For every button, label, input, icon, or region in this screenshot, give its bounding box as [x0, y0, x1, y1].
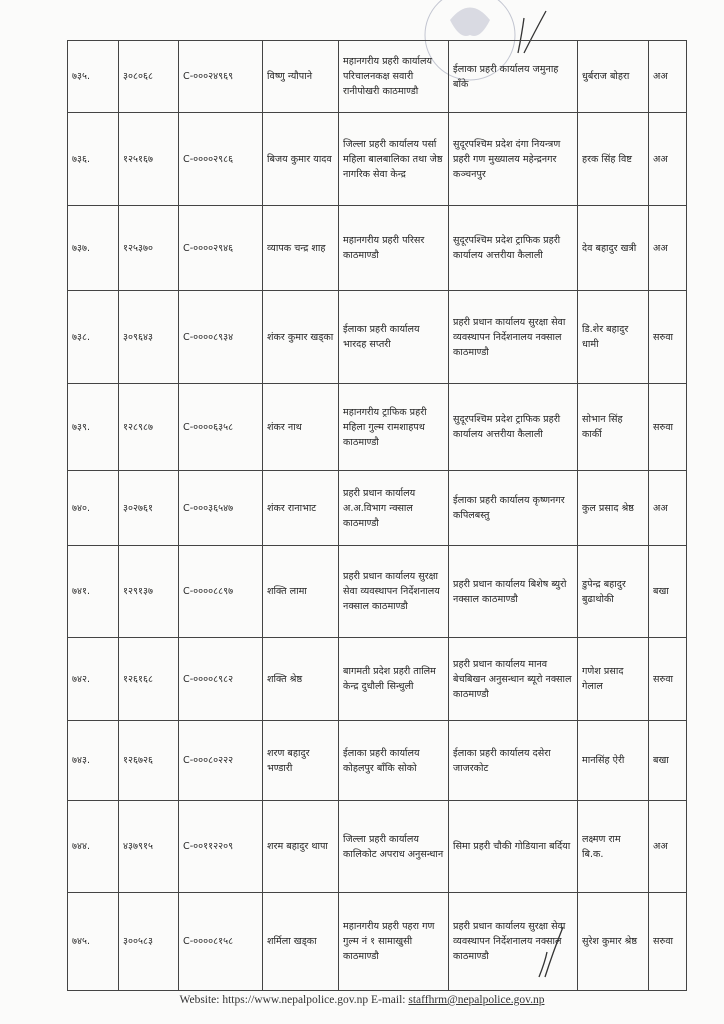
cell-id: १२९१३७	[119, 546, 179, 638]
cell-code: C-००००८९८२	[179, 638, 263, 721]
cell-sn: ७३६.	[68, 113, 119, 206]
cell-replacement: धुर्बराज बोहरा	[578, 41, 649, 113]
cell-replacement: हरक सिंह विष्ट	[578, 113, 649, 206]
cell-name: शक्ति लामा	[263, 546, 339, 638]
footer-website: Website: https://www.nepalpolice.gov.np E-mail:	[179, 994, 409, 1006]
cell-type: अअ	[649, 471, 687, 546]
cell-sn: ७४३.	[68, 721, 119, 801]
cell-replacement: देव बहादुर खत्री	[578, 206, 649, 291]
cell-from: महानगरीय प्रहरी कार्यालय परिचालनकक्ष सवारी रानीपोखरी काठमाण्डौ	[339, 41, 449, 113]
cell-name: शर्मिला खड्का	[263, 893, 339, 991]
footer-email-link[interactable]: staffhrm@nepalpolice.gov.np	[408, 994, 545, 1006]
cell-type: अअ	[649, 206, 687, 291]
cell-to: प्रहरी प्रधान कार्यालय बिशेष ब्युरो नक्साल काठमाण्डौ	[449, 546, 578, 638]
cell-id: १२६७२६	[119, 721, 179, 801]
cell-id: १२६१६८	[119, 638, 179, 721]
cell-id: ३०२७६१	[119, 471, 179, 546]
cell-code: C-००००८१५८	[179, 893, 263, 991]
cell-to: प्रहरी प्रधान कार्यालय सुरक्षा सेवा व्यवस्थापन निर्देशनालय नक्साल काठमाण्डौ	[449, 291, 578, 384]
cell-to: सिमा प्रहरी चौकी गोडियाना बर्दिया	[449, 801, 578, 893]
cell-name: शक्ति श्रेष्ठ	[263, 638, 339, 721]
cell-code: C-००००८९३४	[179, 291, 263, 384]
cell-type: बखा	[649, 721, 687, 801]
cell-id: ३०९६४३	[119, 291, 179, 384]
cell-from: जिल्ला प्रहरी कार्यालय पर्सा महिला बालबालिका तथा जेष्ठ नागरिक सेवा केन्द्र	[339, 113, 449, 206]
cell-replacement: सुरेश कुमार श्रेष्ठ	[578, 893, 649, 991]
cell-name: शरण बहादुर भण्डारी	[263, 721, 339, 801]
cell-from: महानगरीय ट्राफिक प्रहरी महिला गुल्म रामशाहपथ काठमाण्डौ	[339, 384, 449, 471]
cell-from: ईलाका प्रहरी कार्यालय कोहलपुर बाँकि सोको	[339, 721, 449, 801]
cell-to: ईलाका प्रहरी कार्यालय जमुनाह बाँके	[449, 41, 578, 113]
cell-type: अअ	[649, 113, 687, 206]
cell-sn: ७४१.	[68, 546, 119, 638]
cell-code: C-०००२४९६९	[179, 41, 263, 113]
cell-from: महानगरीय प्रहरी पहरा गण गुल्म नं १ सामाखुसी काठमाण्डौ	[339, 893, 449, 991]
cell-replacement: कुल प्रसाद श्रेष्ठ	[578, 471, 649, 546]
cell-replacement: मानसिंह ऐरी	[578, 721, 649, 801]
cell-name: शंकर कुमार खड्का	[263, 291, 339, 384]
cell-type: सरुवा	[649, 384, 687, 471]
table-row	[68, 206, 687, 291]
cell-sn: ७४२.	[68, 638, 119, 721]
cell-to: प्रहरी प्रधान कार्यालय मानव बेचबिखन अनुसन्धान ब्यूरो नक्साल काठमाण्डौ	[449, 638, 578, 721]
cell-sn: ७४५.	[68, 893, 119, 991]
cell-replacement: गणेश प्रसाद गेलाल	[578, 638, 649, 721]
cell-code: C-००००२९८६	[179, 113, 263, 206]
cell-name: शंकर नाथ	[263, 384, 339, 471]
cell-type: अअ	[649, 41, 687, 113]
table-row	[68, 41, 687, 113]
table-row	[68, 471, 687, 546]
cell-from: ईलाका प्रहरी कार्यालय भारदह सप्तरी	[339, 291, 449, 384]
table-row	[68, 291, 687, 384]
cell-code: C-००००२९४६	[179, 206, 263, 291]
cell-name: बिजय कुमार यादव	[263, 113, 339, 206]
cell-type: बखा	[649, 546, 687, 638]
cell-sn: ७३५.	[68, 41, 119, 113]
table-row	[68, 638, 687, 721]
cell-name: व्यापक चन्द्र शाह	[263, 206, 339, 291]
cell-code: C-००००६३५८	[179, 384, 263, 471]
cell-type: अअ	[649, 801, 687, 893]
cell-to: ईलाका प्रहरी कार्यालय दसेरा जाजरकोट	[449, 721, 578, 801]
cell-replacement: सोभान सिंह कार्की	[578, 384, 649, 471]
cell-from: प्रहरी प्रधान कार्यालय अ.अ.विभाग न्क्साल काठमाण्डौ	[339, 471, 449, 546]
cell-sn: ७३७.	[68, 206, 119, 291]
cell-code: C-०००३६५४७	[179, 471, 263, 546]
transfer-table	[67, 40, 687, 991]
cell-type: सरुवा	[649, 291, 687, 384]
footer	[0, 994, 724, 1006]
cell-id: ४३७९१५	[119, 801, 179, 893]
table-row	[68, 546, 687, 638]
cell-id: १२५३७०	[119, 206, 179, 291]
cell-from: बागमती प्रदेश प्रहरी तालिम केन्द्र दुधौली सिन्धुली	[339, 638, 449, 721]
cell-from: प्रहरी प्रधान कार्यालय सुरक्षा सेवा व्यवस्थापन निर्देशनालय नक्साल काठमाण्डौ	[339, 546, 449, 638]
table-row	[68, 721, 687, 801]
cell-to: प्रहरी प्रधान कार्यालय सुरक्षा सेवा व्यवस्थापन निर्देशनालय नक्साल काठमाण्डौ	[449, 893, 578, 991]
cell-code: C-००११२२०९	[179, 801, 263, 893]
cell-code: C-०००८०२२२	[179, 721, 263, 801]
table-row	[68, 384, 687, 471]
cell-name: शरम बहादुर थापा	[263, 801, 339, 893]
cell-to: सुदूरपश्चिम प्रदेश ट्राफिक प्रहरी कार्यालय अत्तरीया कैलाली	[449, 384, 578, 471]
cell-name: शंकर रानाभाट	[263, 471, 339, 546]
cell-to: सुदूरपश्चिम प्रदेश ट्राफिक प्रहरी कार्यालय अत्तरीया कैलाली	[449, 206, 578, 291]
cell-replacement: डुपेन्द्र बहादुर बुढाथोकी	[578, 546, 649, 638]
table-row	[68, 893, 687, 991]
cell-sn: ७३८.	[68, 291, 119, 384]
table-row	[68, 113, 687, 206]
cell-to: ईलाका प्रहरी कार्यालय कृष्णनगर कपिलबस्तु	[449, 471, 578, 546]
cell-id: ३०८०६८	[119, 41, 179, 113]
cell-to: सुदूरपश्चिम प्रदेश दंगा नियन्त्रण प्रहरी गण मुख्यालय महेन्द्रनगर कञ्चनपुर	[449, 113, 578, 206]
cell-id: ३००५८३	[119, 893, 179, 991]
cell-replacement: लक्ष्मण राम बि.क.	[578, 801, 649, 893]
cell-sn: ७४०.	[68, 471, 119, 546]
table-row	[68, 801, 687, 893]
cell-id: १२५१६७	[119, 113, 179, 206]
cell-id: १२८९८७	[119, 384, 179, 471]
cell-from: जिल्ला प्रहरी कार्यालय कालिकोट अपराध अनुसन्धान	[339, 801, 449, 893]
cell-sn: ७४४.	[68, 801, 119, 893]
cell-name: विष्णु न्यौपाने	[263, 41, 339, 113]
cell-type: सरुवा	[649, 638, 687, 721]
cell-code: C-००००८८९७	[179, 546, 263, 638]
cell-sn: ७३९.	[68, 384, 119, 471]
cell-from: महानगरीय प्रहरी परिसर काठमाण्डौ	[339, 206, 449, 291]
cell-replacement: डि.शेर बहादुर धामी	[578, 291, 649, 384]
cell-type: सरुवा	[649, 893, 687, 991]
